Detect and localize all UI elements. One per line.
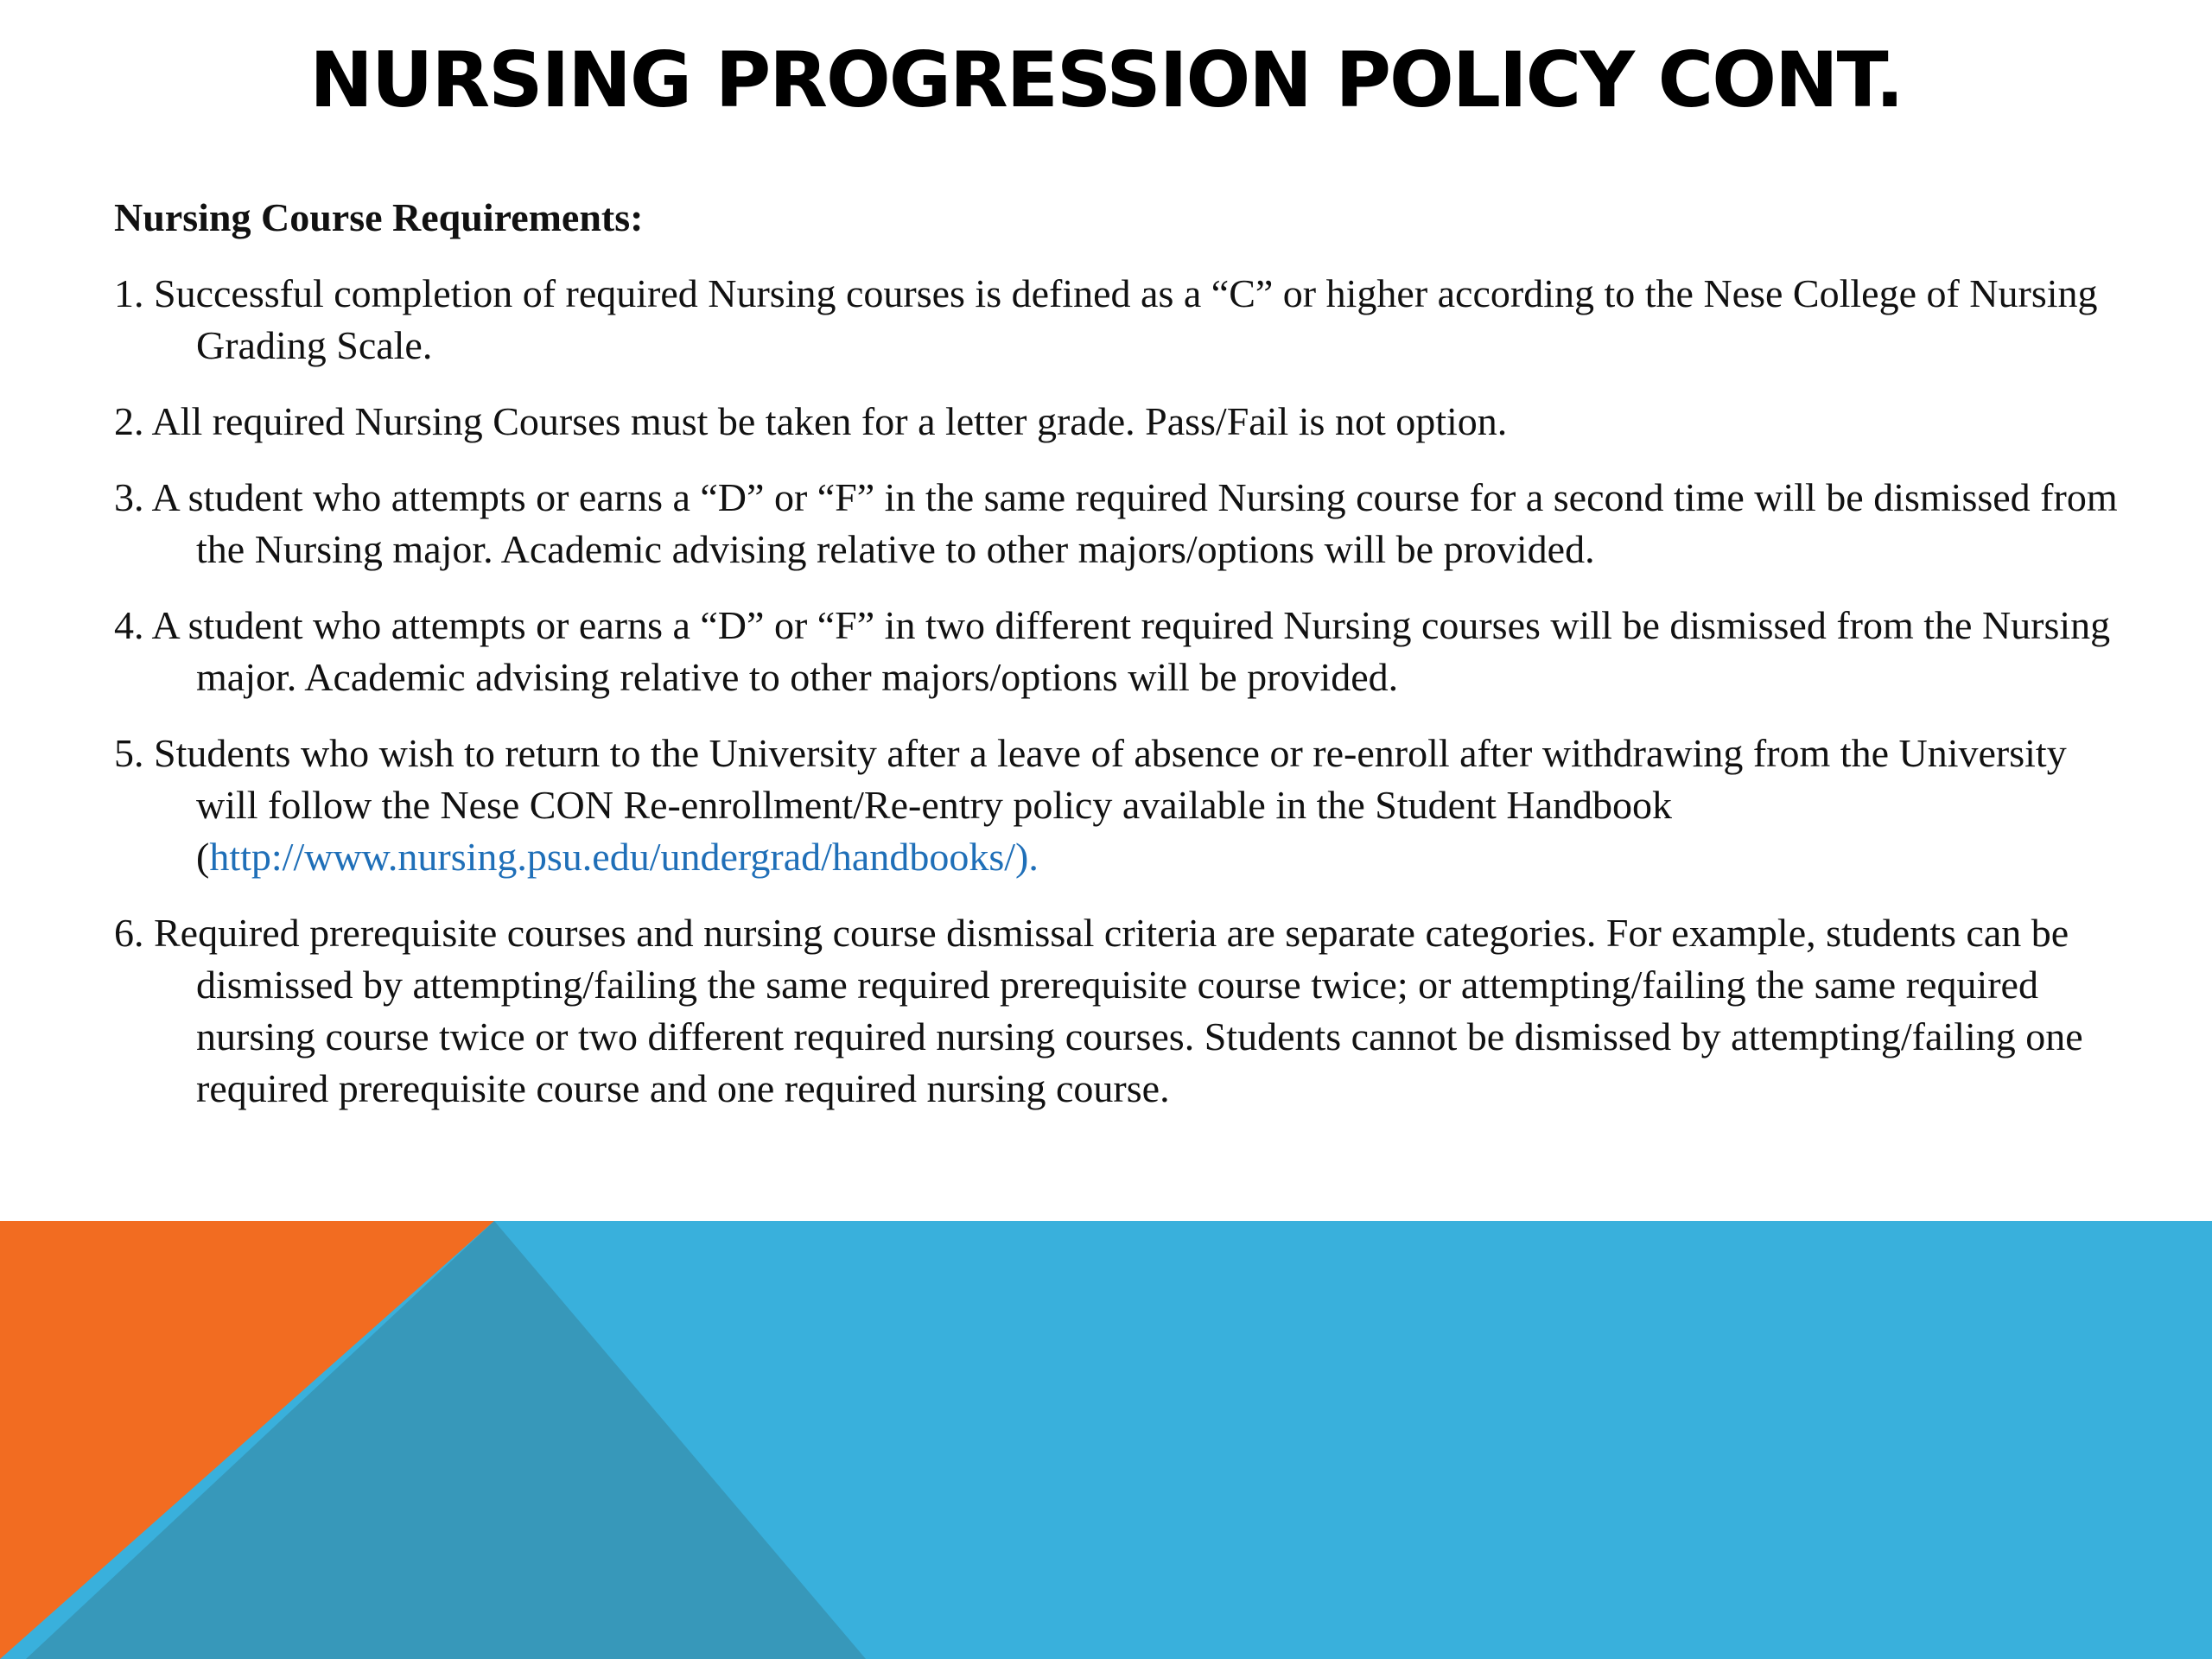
requirement-item-1: 1. Successful completion of required Nursing courses is defined as a “C” or higher according to the Nese College of Nursing Grading Scale. (114, 271, 2098, 367)
requirement-item-3: 3. A student who attempts or earns a “D” or “F” in the same required Nursing course for a second time will be dismissed from the Nursing major. Academic advising relative to other majors/options will be provided. (114, 475, 2118, 571)
requirement-item-4: 4. A student who attempts or earns a “D” or “F” in two different required Nursing courses will be dismissed from the Nursing major. Academic advising relative to other majors/options will be provided. (114, 603, 2111, 699)
requirement-item-5-text: 5. Students who wish to return to the University after a leave of absence or re-enroll after withdrawing from the University will follow the Nese CON Re-enrollment/Re-entry policy available in the Student Handbook ( (114, 731, 2067, 879)
requirement-item-2: 2. All required Nursing Courses must be taken for a letter grade. Pass/Fail is not option. (114, 399, 1508, 443)
slide-body (114, 192, 2136, 1139)
handbook-link[interactable]: http://www.nursing.psu.edu/undergrad/handbooks/). (209, 835, 1039, 879)
section-heading: Nursing Course Requirements: (114, 195, 644, 239)
slide-title: NURSING PROGRESSION POLICY CONT. (309, 35, 1903, 124)
requirement-item-6: 6. Required prerequisite courses and nursing course dismissal criteria are separate categories. For example, students can be dismissed by attempting/failing the same required prerequisite course twice; or attempting/failing the same required nursing course twice or two different required nursing courses. Students cannot be dismissed by attempting/failing one required prerequisite course and one required nursing course. (114, 911, 2083, 1110)
requirement-item-5 (114, 728, 2136, 883)
decorative-banner (0, 1221, 2212, 1659)
